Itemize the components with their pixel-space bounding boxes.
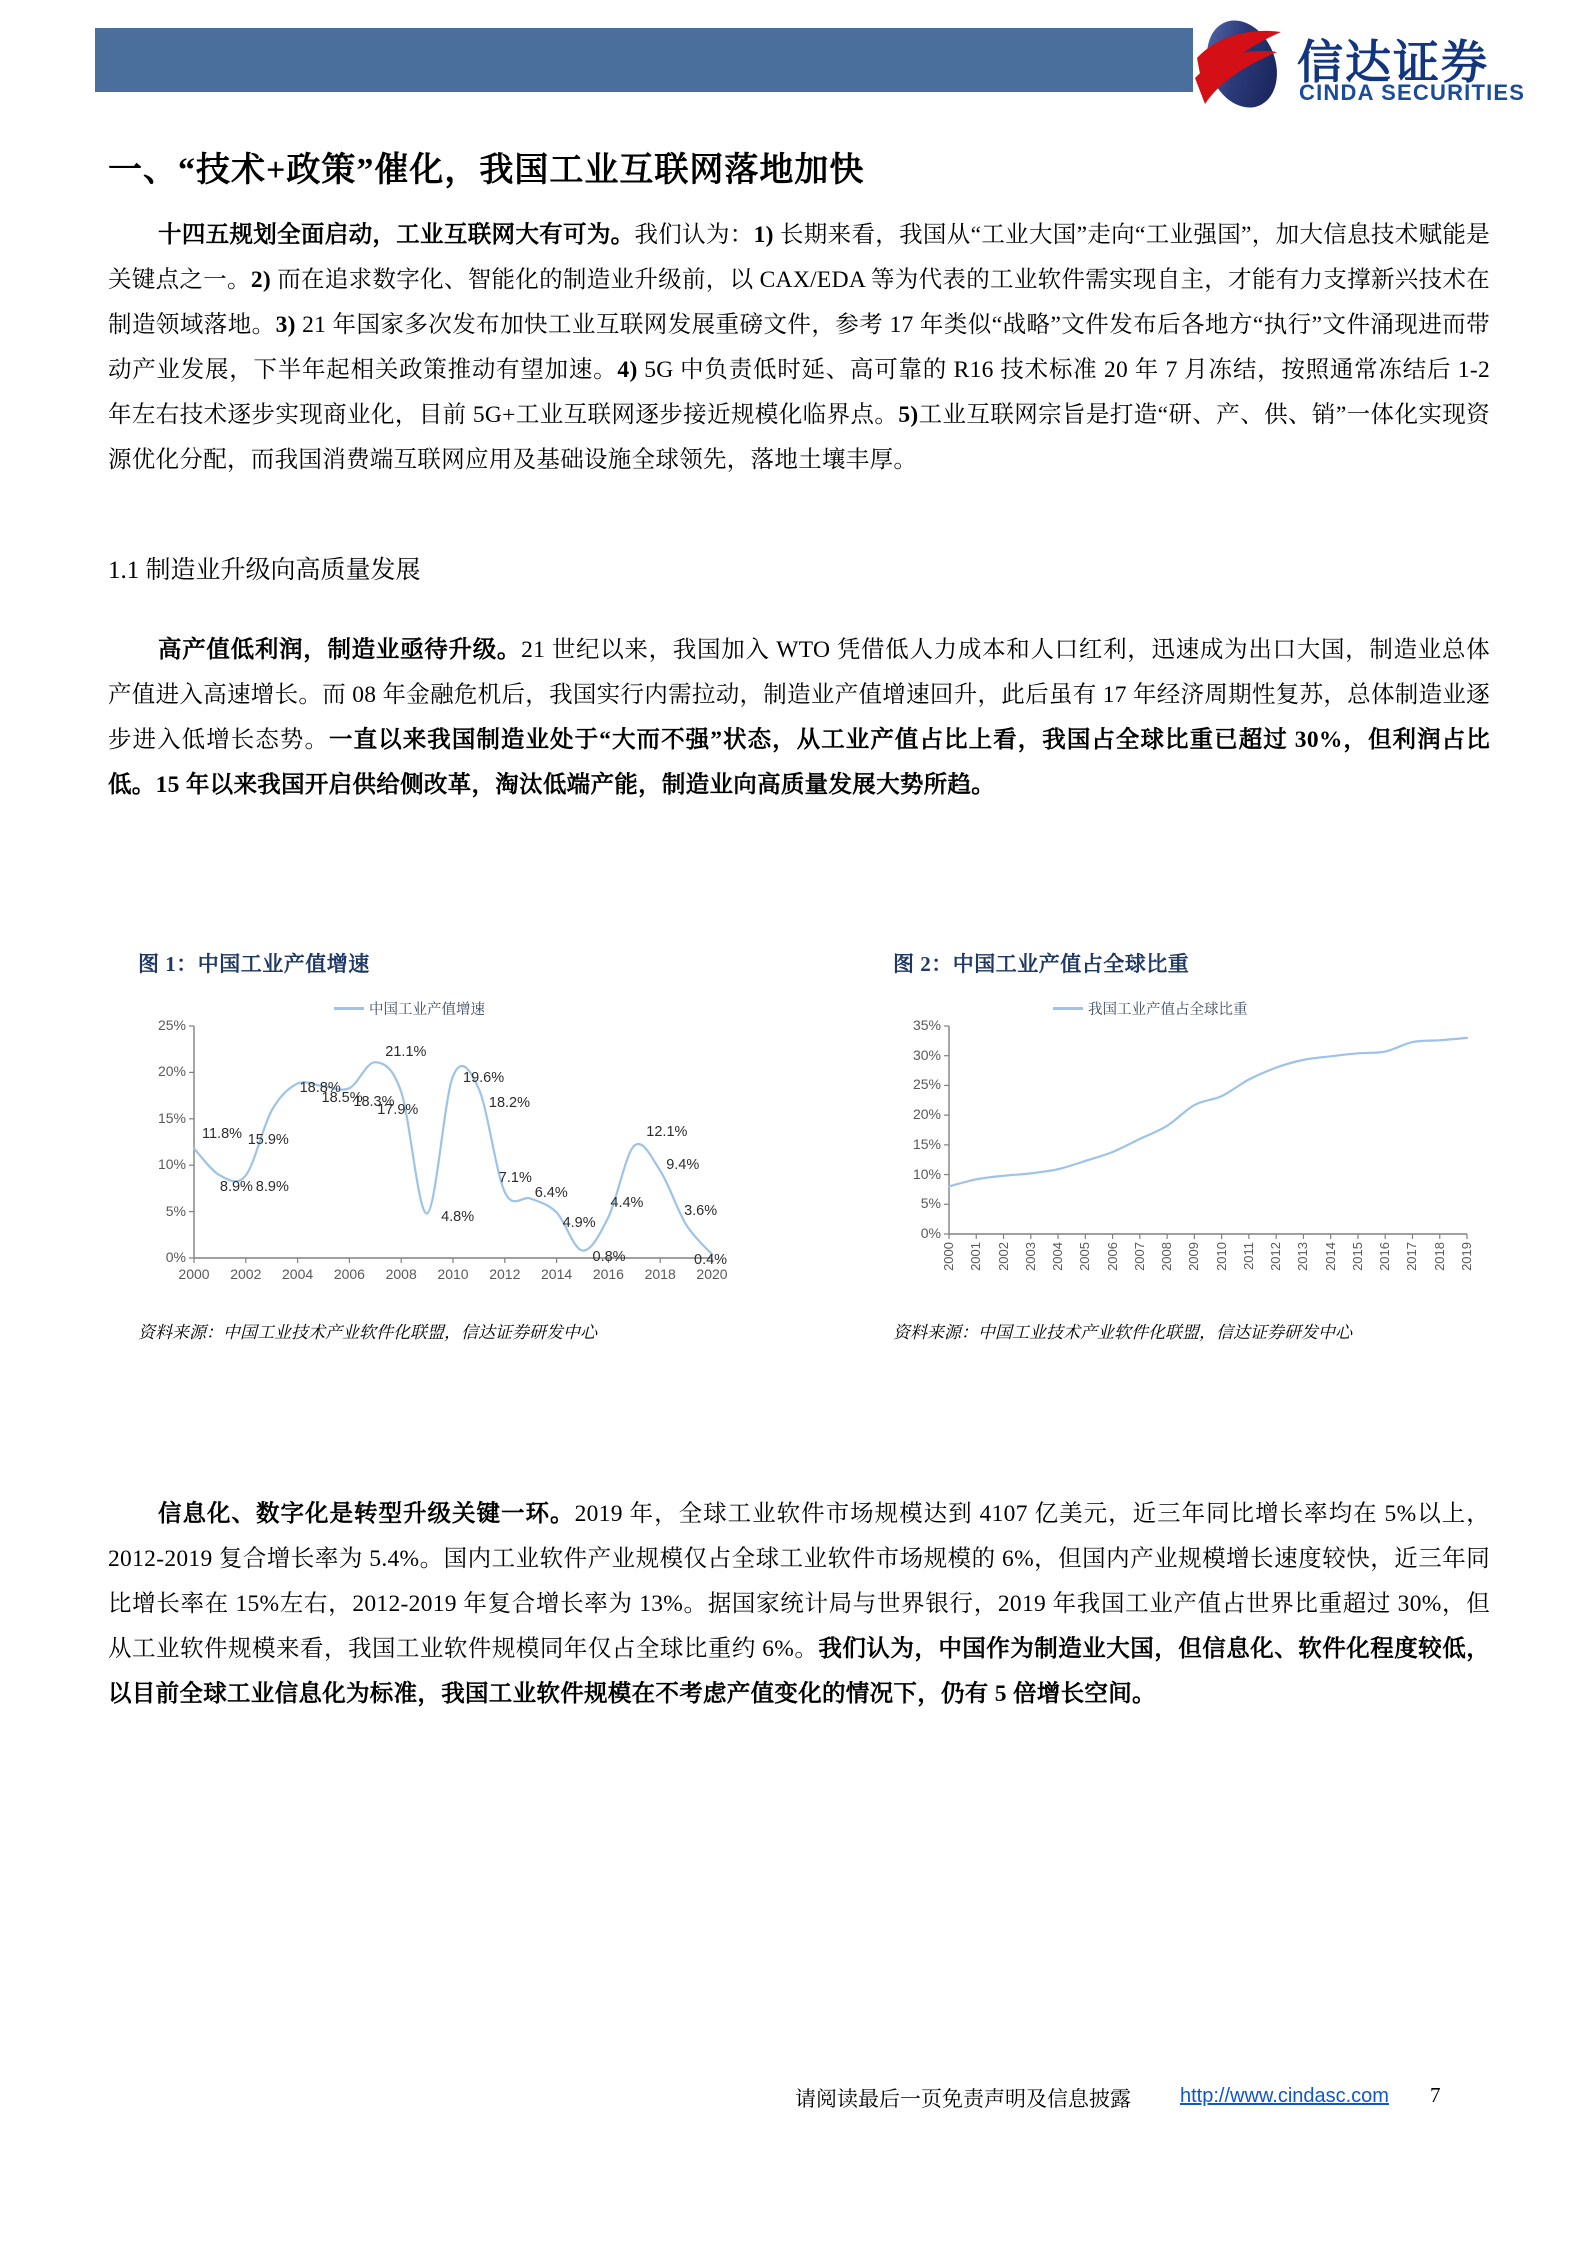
data-point-label: 21.1% [385, 1044, 427, 1061]
y-axis-tick-label: 30% [912, 1046, 941, 1063]
y-axis-tick-label: 25% [912, 1076, 941, 1093]
figure-1-chart [138, 984, 738, 1314]
page-footer [0, 2075, 1586, 2135]
paragraph-intro [108, 213, 1490, 483]
y-axis-tick-label: 20% [912, 1106, 941, 1123]
x-axis-tick-label: 2004 [1050, 1242, 1066, 1271]
page-header [0, 0, 1586, 130]
x-axis-tick-label: 2010 [1213, 1242, 1229, 1271]
x-axis-tick-label: 2009 [1186, 1242, 1202, 1271]
legend-swatch-icon [1053, 1007, 1083, 1010]
figure-2-source: 资料来源：中国工业技术产业软件化联盟，信达证券研发中心 [893, 1323, 1352, 1342]
legend-label: 中国工业产值增速 [369, 1002, 485, 1018]
data-point-label: 17.9% [377, 1101, 419, 1118]
y-axis-tick-label: 5% [920, 1195, 941, 1212]
data-point-label: 11.8% [202, 1126, 243, 1143]
y-axis-tick-label: 25% [157, 1017, 186, 1033]
figure-1-source: 资料来源：中国工业技术产业软件化联盟，信达证券研发中心 [138, 1323, 597, 1342]
x-axis-tick-label: 2016 [592, 1266, 624, 1282]
y-axis-tick-label: 15% [157, 1109, 186, 1126]
figure-2-title: 图 2：中国工业产值占全球比重 [893, 952, 1190, 976]
paragraph-intro-t5: 工业互联网宗旨是打造“研、产、供、销”一体化实现资源优化分配，而我国消费端互联网应用及基础设施全球领先，落地土壤丰厚。 [108, 402, 1490, 473]
data-point-label: 0.8% [592, 1248, 626, 1265]
x-axis-tick-label: 2018 [1431, 1242, 1447, 1271]
footer-page-number: 7 [1430, 2083, 1441, 2107]
data-point-label: 12.1% [646, 1123, 688, 1140]
figure-2 [893, 948, 1493, 1343]
x-axis-tick-label: 2015 [1349, 1242, 1365, 1271]
figure-1-title: 图 1：中国工业产值增速 [138, 952, 370, 976]
x-axis-tick-label: 2006 [333, 1266, 365, 1282]
x-axis-tick-label: 2002 [995, 1242, 1011, 1271]
x-axis-tick-label: 2011 [1240, 1242, 1256, 1270]
data-point-label: 19.6% [463, 1070, 505, 1087]
footer-disclaimer: 请阅读最后一页免责声明及信息披露 [795, 2087, 1131, 2111]
figure-1-plot [138, 984, 738, 1314]
paragraph-intro-t2: 而在追求数字化、智能化的制造业升级前，以 CAX/EDA 等为代表的工业软件需实现自主，才能有力支撑新兴技术在制造领域落地。 [108, 267, 1490, 338]
x-axis-tick-label: 2012 [1268, 1242, 1284, 1271]
data-point-label: 18.8% [299, 1079, 341, 1096]
section-heading-1-1: 1.1 制造业升级向高质量发展 [108, 557, 421, 584]
x-axis-tick-label: 2018 [644, 1266, 676, 1282]
figure-2-legend [1053, 998, 1248, 1019]
marker-2: 2) [250, 267, 272, 293]
x-axis-tick-label: 2017 [1404, 1242, 1420, 1271]
paragraph-informatization [108, 1492, 1490, 1717]
x-axis-tick-label: 2000 [941, 1242, 956, 1271]
y-axis-tick-label: 20% [157, 1063, 186, 1080]
x-axis-tick-label: 2004 [282, 1266, 314, 1282]
x-axis-tick-label: 2005 [1077, 1242, 1093, 1271]
data-point-label: 18.3% [353, 1094, 395, 1111]
paragraph-intro-t3: 21 年国家多次发布加快工业互联网发展重磅文件，参考 17 年类似“战略”文件发布后各地方“执行”文件涌现进而带动产业发展，下半年起相关政策推动有望加速。 [108, 312, 1490, 383]
x-axis-tick-label: 2020 [696, 1266, 728, 1282]
x-axis-tick-label: 2014 [1322, 1242, 1338, 1271]
y-axis-tick-label: 5% [165, 1202, 186, 1219]
paragraph-intro-t1: 长期来看，我国从“工业大国”走向“工业强国”，加大信息技术赋能是关键点之一。 [108, 222, 1491, 293]
paragraph-informatization-lead: 信息化、数字化是转型升级关键一环。 [158, 1501, 575, 1527]
data-point-label: 8.9% [219, 1179, 253, 1196]
data-point-label: 15.9% [247, 1132, 289, 1149]
y-axis-tick-label: 10% [912, 1165, 941, 1182]
marker-4: 4) [617, 357, 638, 383]
y-axis-tick-label: 35% [912, 1017, 941, 1033]
x-axis-tick-label: 2001 [968, 1242, 984, 1271]
marker-1: 1) [753, 222, 774, 248]
x-axis-tick-label: 2003 [1022, 1242, 1038, 1271]
header-blue-bar [95, 28, 1193, 92]
marker-3: 3) [275, 312, 296, 338]
data-point-label: 18.2% [488, 1095, 531, 1112]
x-axis-tick-label: 2006 [1104, 1242, 1120, 1271]
x-axis-tick-label: 2014 [541, 1266, 573, 1282]
x-axis-tick-label: 2012 [489, 1266, 521, 1282]
x-axis-tick-label: 2000 [178, 1266, 210, 1282]
data-point-label: 7.1% [498, 1170, 532, 1187]
paragraph-intro-t4: 5G 中负责低时延、高可靠的 R16 技术标准 20 年 7 月冻结，按照通常冻结后 1-2 年左右技术逐步实现商业化，目前 5G+工业互联网逐步接近规模化临界点。 [108, 357, 1490, 428]
cinda-logo [1195, 14, 1535, 114]
paragraph-manufacturing-t1: 21 世纪以来，我国加入 WTO 凭借低人力成本和人口红利，迅速成为出口大国，制造业总体产值进入高速增长。而 08 年金融危机后，我国实行内需拉动，制造业产值增速回升，此后虽有 17 年经济周期性复苏，总体制造业逐步进入低增长态势。 [108, 637, 1491, 753]
data-point-label: 0.4% [694, 1252, 728, 1269]
x-axis-tick-label: 2019 [1459, 1242, 1474, 1271]
x-axis-tick-label: 2007 [1131, 1242, 1147, 1271]
x-axis-tick-label: 2002 [230, 1266, 262, 1282]
paragraph-manufacturing-bold2: 一直以来我国制造业处于“大而不强”状态，从工业产值占比上看，我国占全球比重已超过 30%，但利润占比低。15 年以来我国开启供给侧改革，淘汰低端产能，制造业向高质量发展大势所趋。 [108, 727, 1491, 798]
data-point-label: 4.9% [562, 1214, 596, 1231]
data-point-label: 8.9% [255, 1179, 289, 1196]
paragraph-informatization-bold2: 我们认为，中国作为制造业大国，但信息化、软件化程度较低，以目前全球工业信息化为标准，我国工业软件规模在不考虑产值变化的情况下，仍有 5 倍增长空间。 [108, 1636, 1490, 1707]
y-axis-tick-label: 0% [920, 1225, 941, 1241]
x-axis-tick-label: 2010 [437, 1266, 469, 1282]
legend-swatch-icon [334, 1007, 364, 1010]
figure-1 [138, 948, 738, 1343]
marker-5: 5) [898, 402, 919, 428]
cinda-logo-mark-icon [1195, 18, 1289, 110]
data-point-label: 3.6% [684, 1202, 718, 1219]
logo-brand-en: CINDA SECURITIES [1299, 80, 1526, 105]
logo-brand-cn: 信达证券 [1297, 36, 1489, 88]
paragraph-informatization-t1: 2019 年，全球工业软件市场规模达到 4107 亿美元，近三年同比增长率均在 5%以上，2012-2019 复合增长率为 5.4%。国内工业软件产业规模仅占全球工业软件市场规模的 6%，但国内产业规模增长速度较快，近三年同比增长率在 15%左右，2012-2019 年复合增长率为 13%。据国家统计局与世界银行，2019 年我国工业产值占世界比重超过 30%，但从工业软件规模来看，我国工业软件规模同年仅占全球比重约 6%。 [108, 1501, 1490, 1662]
y-axis-tick-label: 0% [165, 1249, 186, 1265]
y-axis-tick-label: 10% [157, 1156, 186, 1173]
data-point-label: 18.5% [321, 1090, 363, 1107]
x-axis-tick-label: 2013 [1295, 1242, 1311, 1271]
x-axis-tick-label: 2008 [1159, 1242, 1175, 1271]
paragraph-intro-body: 我们认为： [634, 222, 754, 248]
y-axis-tick-label: 15% [912, 1135, 941, 1152]
paragraph-intro-lead: 十四五规划全面启动，工业互联网大有可为。 [158, 222, 635, 248]
figure-2-chart [893, 984, 1493, 1314]
paragraph-manufacturing [108, 628, 1490, 808]
section-heading-1: 一、“技术+政策”催化，我国工业互联网落地加快 [108, 152, 865, 189]
paragraph-manufacturing-lead: 高产值低利润，制造业亟待升级。 [158, 637, 522, 663]
x-axis-tick-label: 2016 [1377, 1242, 1393, 1271]
x-axis-tick-label: 2008 [385, 1266, 417, 1282]
legend-label: 我国工业产值占全球比重 [1088, 1002, 1248, 1018]
figure-1-legend [334, 998, 485, 1019]
data-point-label: 4.4% [610, 1195, 644, 1212]
data-point-label: 9.4% [666, 1156, 700, 1173]
footer-website-link[interactable]: http://www.cindasc.com [1180, 2085, 1389, 2107]
data-point-label: 6.4% [534, 1184, 568, 1201]
data-point-label: 4.8% [441, 1209, 475, 1226]
